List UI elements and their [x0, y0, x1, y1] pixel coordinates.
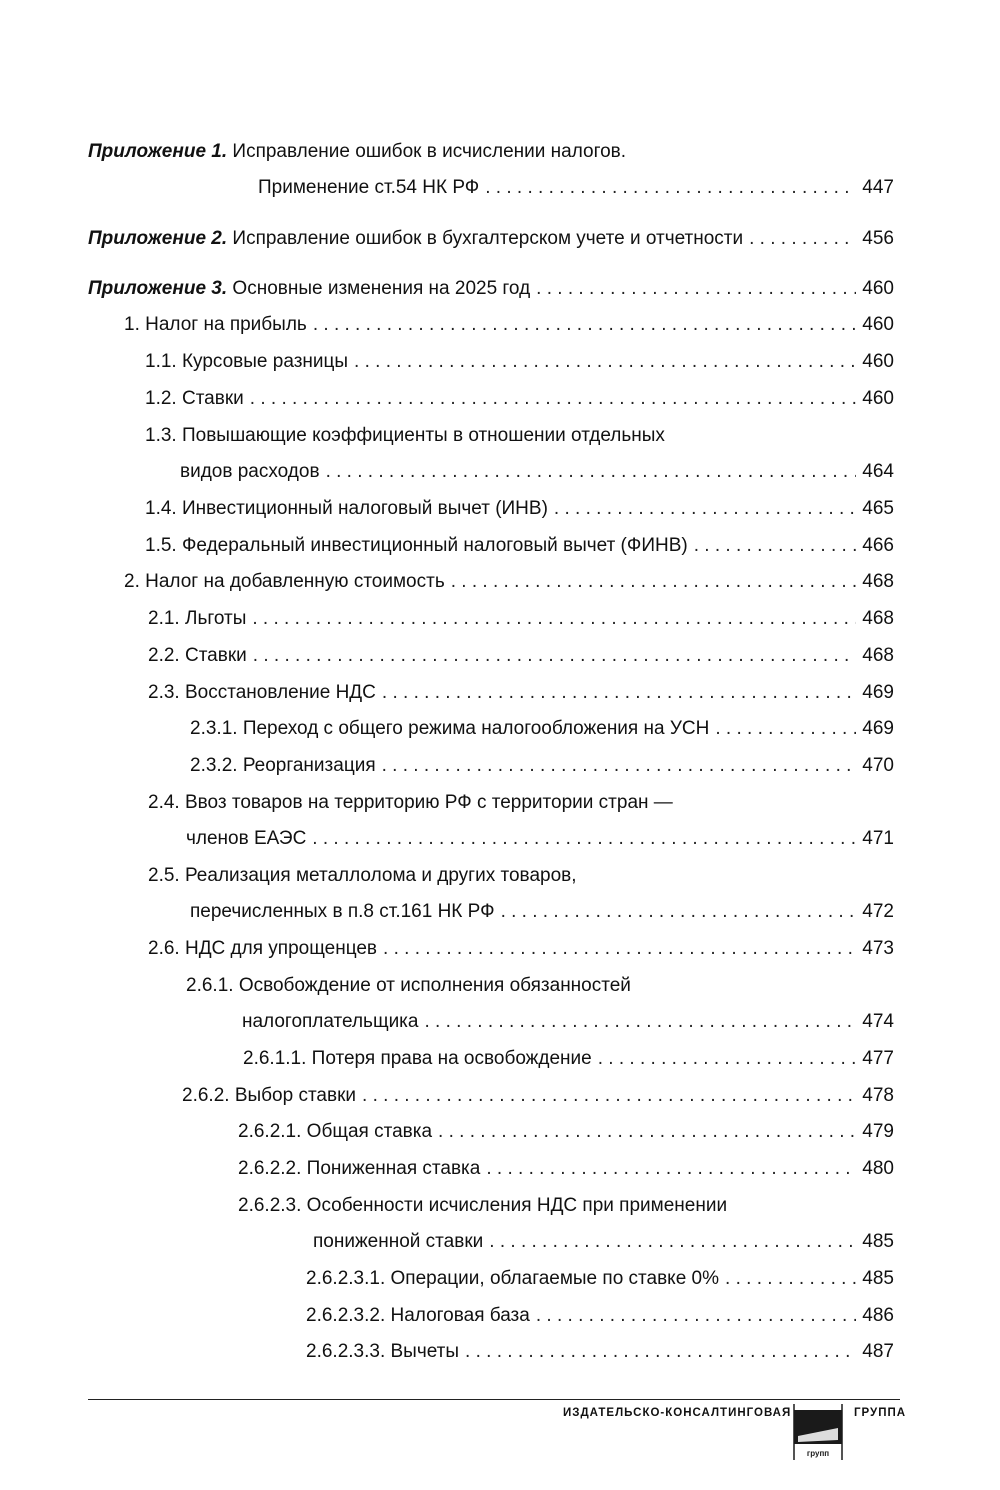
toc-title: 2.6. НДС для упрощенцев [148, 938, 378, 959]
toc-title: 2.6.2.1. Общая ставка [238, 1121, 433, 1142]
toc-title: 1.1. Курсовые разницы [145, 351, 349, 372]
toc-title: 2. Налог на добавленную стоимость [124, 571, 445, 592]
toc-entry [124, 313, 894, 337]
toc-leader-dots [424, 1010, 856, 1034]
toc-entry-first-line: 2.6.2.3. Особенности исчисления НДС при применении [238, 1195, 728, 1216]
toc-title: видов расходов [180, 461, 320, 482]
toc-title: 2.2. Ставки [148, 645, 247, 666]
toc-page-number: 480 [862, 1158, 894, 1179]
toc-entry [238, 1157, 894, 1181]
toc-page-number: 456 [862, 228, 894, 249]
toc-leader-dots [383, 937, 856, 961]
toc-entry [306, 1304, 894, 1328]
toc-leader-dots [465, 1340, 856, 1364]
toc-page-number: 477 [862, 1048, 894, 1069]
toc-leader-dots [382, 754, 857, 778]
toc-entry [182, 1084, 894, 1108]
toc-leader-dots [451, 570, 857, 594]
toc-appendix-3 [88, 277, 894, 301]
toc-entry [148, 607, 894, 631]
toc-page-number: 486 [862, 1305, 894, 1326]
toc-entry [242, 1010, 894, 1034]
publisher-name-right: ГРУППА [854, 1407, 907, 1419]
appendix-title: Основные изменения на 2025 год [232, 278, 531, 299]
toc-title: 2.6.2.3.2. Налоговая база [306, 1305, 530, 1326]
toc-page-number: 447 [862, 177, 894, 198]
toc-entry-first-line: 2.6.1. Освобождение от исполнения обязанностей [186, 975, 631, 996]
toc-title: пониженной ставки [313, 1231, 484, 1252]
toc-entry [190, 900, 894, 924]
toc-title: 2.3. Восстановление НДС [148, 682, 376, 703]
footer-divider [88, 1399, 900, 1400]
toc-entry [148, 937, 894, 961]
toc-title: 1.4. Инвестиционный налоговый вычет (ИНВ) [145, 498, 548, 519]
toc-leader-dots [694, 534, 857, 558]
toc-leader-dots [749, 227, 856, 251]
toc-page-number: 472 [862, 901, 894, 922]
toc-page-number: 474 [862, 1011, 894, 1032]
toc-appendix-1-first-line [88, 140, 626, 164]
toc-leader-dots [250, 387, 857, 411]
toc-leader-dots [313, 313, 856, 337]
toc-page-number: 460 [862, 314, 894, 335]
toc-page-number: 487 [862, 1341, 894, 1362]
toc-entry [145, 534, 894, 558]
toc-leader-dots [501, 900, 857, 924]
toc-entry-first-line: 2.4. Ввоз товаров на территорию РФ с территории стран — [148, 792, 673, 813]
toc-leader-dots [715, 717, 856, 741]
toc-leader-dots [598, 1047, 857, 1071]
toc-entry [258, 176, 894, 200]
toc-entry [148, 681, 894, 705]
toc-title: налогоплательщика [242, 1011, 419, 1032]
toc-leader-dots [489, 1230, 856, 1254]
toc-title: 1.5. Федеральный инвестиционный налоговый вычет (ФИНВ) [145, 535, 688, 556]
toc-page-number: 460 [862, 278, 894, 299]
toc-leader-dots [312, 827, 856, 851]
toc-title: перечисленных в п.8 ст.161 НК РФ [190, 901, 495, 922]
toc-leader-dots [382, 681, 856, 705]
toc-page-number: 478 [862, 1085, 894, 1106]
appendix-label: Приложение 3. [88, 278, 228, 299]
toc-leader-dots [536, 1304, 856, 1328]
toc-leader-dots [362, 1084, 856, 1108]
toc-entry-first-line: 1.3. Повышающие коэффициенты в отношении отдельных [145, 425, 665, 446]
toc-page-number: 469 [862, 718, 894, 739]
toc-page-number: 464 [862, 461, 894, 482]
appendix-label: Приложение 1. [88, 141, 228, 162]
toc-page-number: 479 [862, 1121, 894, 1142]
toc-page-number: 466 [862, 535, 894, 556]
toc-entry [190, 717, 894, 741]
toc-title: Применение ст.54 НК РФ [258, 177, 480, 198]
toc-page-number: 468 [862, 571, 894, 592]
toc-leader-dots [252, 607, 856, 631]
publisher-logo-icon [792, 1402, 844, 1462]
toc-entry [145, 387, 894, 411]
toc-title: 1. Налог на прибыль [124, 314, 307, 335]
toc-title: 2.6.1.1. Потеря права на освобождение [243, 1048, 592, 1069]
toc-entry [186, 827, 894, 851]
toc-title: 2.3.2. Реорганизация [190, 755, 376, 776]
toc-entry [145, 350, 894, 374]
toc-page-number: 485 [862, 1231, 894, 1252]
toc-leader-dots [354, 350, 856, 374]
toc-leader-dots [536, 277, 856, 301]
toc-title: 2.6.2.2. Пониженная ставка [238, 1158, 481, 1179]
toc-title: 2.1. Льготы [148, 608, 247, 629]
toc-entry [124, 570, 894, 594]
toc-entry [180, 460, 894, 484]
toc-entry [148, 644, 894, 668]
toc-title: 2.6.2.3.1. Операции, облагаемые по ставке 0% [306, 1268, 720, 1289]
toc-page-number: 468 [862, 608, 894, 629]
toc-page-number: 473 [862, 938, 894, 959]
toc-page-number: 469 [862, 682, 894, 703]
toc-appendix-2 [88, 227, 894, 251]
toc-entry [243, 1047, 894, 1071]
toc-page-number: 485 [862, 1268, 894, 1289]
toc-leader-dots [486, 1157, 856, 1181]
toc-title: 2.3.1. Переход с общего режима налогообложения на УСН [190, 718, 710, 739]
toc-leader-dots [554, 497, 856, 521]
toc-title: 1.2. Ставки [145, 388, 244, 409]
logo-caption: групп [806, 1449, 830, 1458]
toc-entry [190, 754, 894, 778]
toc-page-number: 468 [862, 645, 894, 666]
toc-entry [306, 1267, 894, 1291]
publisher-name-left: ИЗДАТЕЛЬСКО-КОНСАЛТИНГОВАЯ [563, 1407, 792, 1419]
toc-page-number: 465 [862, 498, 894, 519]
appendix-title: Исправление ошибок в бухгалтерском учете и отчетности [232, 228, 744, 249]
toc-entry [306, 1340, 894, 1364]
toc-leader-dots [326, 460, 857, 484]
toc-entry [145, 497, 894, 521]
toc-title: членов ЕАЭС [186, 828, 307, 849]
toc-entry [313, 1230, 894, 1254]
toc-page-number: 460 [862, 351, 894, 372]
toc-entry [238, 1120, 894, 1144]
appendix-title: Исправление ошибок в исчислении налогов. [232, 141, 627, 162]
toc-entry-first-line: 2.5. Реализация металлолома и других товаров, [148, 865, 577, 886]
toc-leader-dots [485, 176, 856, 200]
toc-page-number: 460 [862, 388, 894, 409]
toc-page-number: 471 [862, 828, 894, 849]
toc-leader-dots [725, 1267, 856, 1291]
toc-leader-dots [253, 644, 857, 668]
toc-page-number: 470 [862, 755, 894, 776]
toc-leader-dots [438, 1120, 856, 1144]
toc-title: 2.6.2. Выбор ставки [182, 1085, 357, 1106]
toc-title: 2.6.2.3.3. Вычеты [306, 1341, 460, 1362]
appendix-label: Приложение 2. [88, 228, 228, 249]
